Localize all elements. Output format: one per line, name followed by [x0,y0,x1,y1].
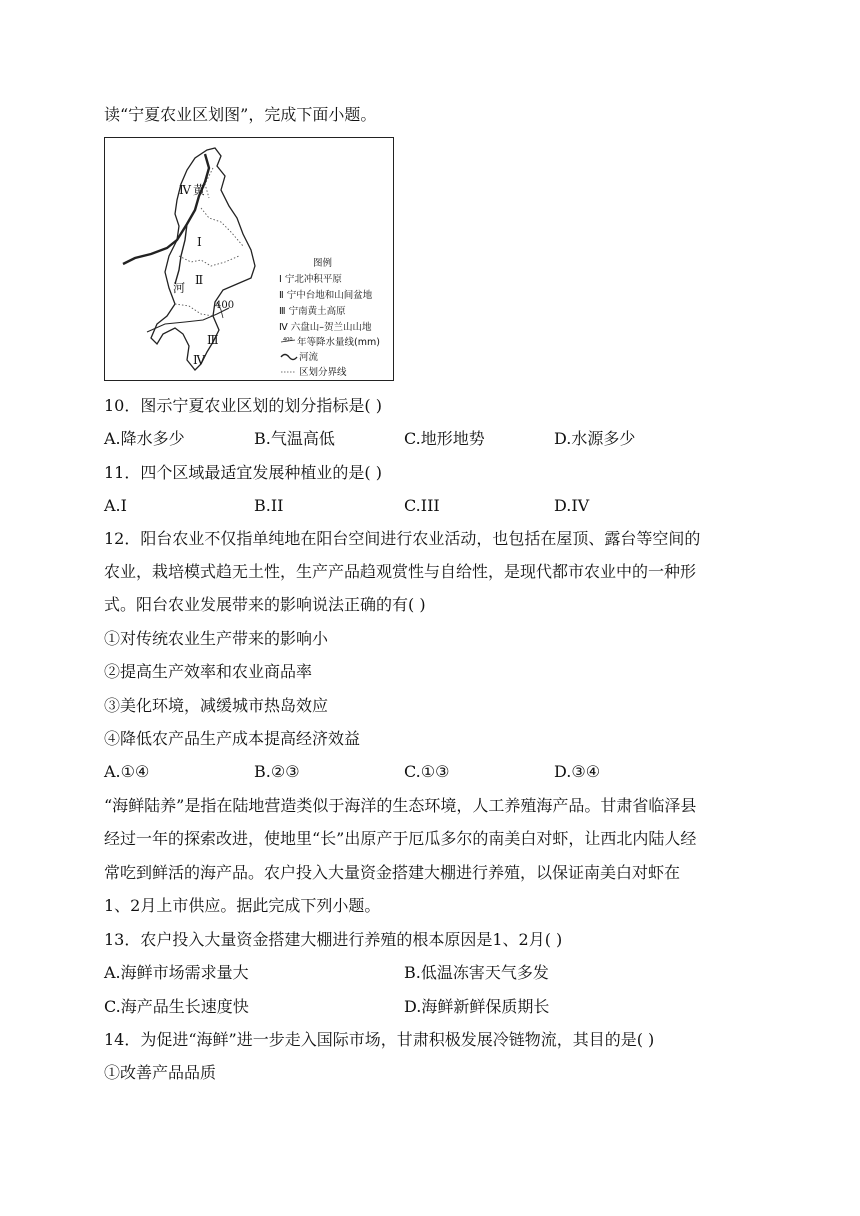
region-outline [151,148,255,370]
q12-item-1: ①对传统农业生产带来的影响小 [104,629,329,648]
legend-iso-sample: 400 [283,337,293,343]
intro2-line-1: “海鲜陆养”是指在陆地营造类似于海洋的生态环境，人工养殖海产品。甘肃省临泽县 [104,796,697,815]
q13-stem: 13．农户投入大量资金搭建大棚进行养殖的根本原因是1、2月( ) [104,930,563,949]
label-huang: 黄 [193,183,206,197]
label-iv-top: Ⅳ [179,183,191,197]
q14-stem: 14．为促进“海鲜”进一步走入国际市场，甘肃积极发展冷链物流，其目的是( ) [104,1030,655,1049]
intro2-line-3: 常吃到鲜活的海产品。农户投入大量资金搭建大棚进行养殖，以保证南美白对虾在 [104,863,681,882]
legend-item-iv: Ⅳ 六盘山–贺兰山山地 [279,322,372,333]
label-region-i: Ⅰ [197,235,202,249]
q11-stem: 11．四个区域最适宜发展种植业的是( ) [104,463,382,482]
legend-item-iii: Ⅲ 宁南黄土高原 [279,306,346,317]
intro2-line-4: 1、2月上市供应。据此完成下列小题。 [104,896,381,915]
isohyet-400-line [147,308,229,332]
q12-item-3: ③美化环境，减缓城市热岛效应 [104,696,329,715]
q11-option-c[interactable]: C.III [404,496,440,515]
q10-option-b[interactable]: B.气温高低 [254,429,335,448]
label-region-iii: Ⅲ [207,333,219,347]
label-isohyet-400: 400 [215,300,235,311]
legend-item-river: 河流 [299,352,319,363]
q10-option-a[interactable]: A.降水多少 [104,429,185,448]
label-iv-bottom: Ⅳ [193,353,205,367]
map-drawing [105,138,395,382]
q12-item-2: ②提高生产效率和农业商品率 [104,662,313,681]
q12-stem-line-3: 式。阳台农业发展带来的影响说法正确的有( ) [104,595,426,614]
q14-item-1: ①改善产品品质 [104,1063,217,1082]
legend-title: 图例 [313,258,333,269]
intro2-line-2: 经过一年的探索改进，使地里“长”出原产于厄瓜多尔的南美白对虾，让西北内陆人经 [104,829,697,848]
map-legend [279,257,380,378]
q12-option-c[interactable]: C.①③ [404,762,450,781]
q12-stem-line-1: 12．阳台农业不仅指单纯地在阳台空间进行农业活动，也包括在屋顶、露台等空间的 [104,529,701,548]
intro-reading-instruction: 读“宁夏农业区划图”，完成下面小题。 [104,105,377,124]
label-he: 河 [173,281,186,295]
q13-option-d[interactable]: D.海鲜新鲜保质期长 [404,997,550,1016]
q10-option-c[interactable]: C.地形地势 [404,429,485,448]
q12-option-d[interactable]: D.③④ [554,762,601,781]
legend-item-i: Ⅰ 宁北冲积平原 [279,274,342,285]
q11-option-d[interactable]: D.IV [554,496,590,515]
q10-stem: 10．图示宁夏农业区划的划分指标是( ) [104,396,382,415]
q12-option-a[interactable]: A.①④ [104,762,150,781]
q12-option-b[interactable]: B.②③ [254,762,300,781]
q11-option-b[interactable]: B.II [254,496,284,515]
label-region-ii: Ⅱ [195,273,204,287]
q12-item-4: ④降低农产品生产成本提高经济效益 [104,729,361,748]
q10-option-d[interactable]: D.水源多少 [554,429,636,448]
q13-option-c[interactable]: C.海产品生长速度快 [104,997,249,1016]
q11-option-a[interactable]: A.I [104,496,127,515]
q13-option-a[interactable]: A.海鲜市场需求量大 [104,963,249,982]
q13-option-b[interactable]: B.低温冻害天气多发 [404,963,549,982]
legend-item-boundary: 区划分界线 [299,367,347,378]
q12-stem-line-2: 农业，栽培模式趋无土性，生产产品趋观赏性与自给性，是现代都市农业中的一种形 [104,562,697,581]
ningxia-agriculture-map [104,137,394,381]
legend-item-isohyet: 年等降水量线(mm) [297,337,380,348]
legend-item-ii: Ⅱ 宁中台地和山间盆地 [279,290,373,301]
